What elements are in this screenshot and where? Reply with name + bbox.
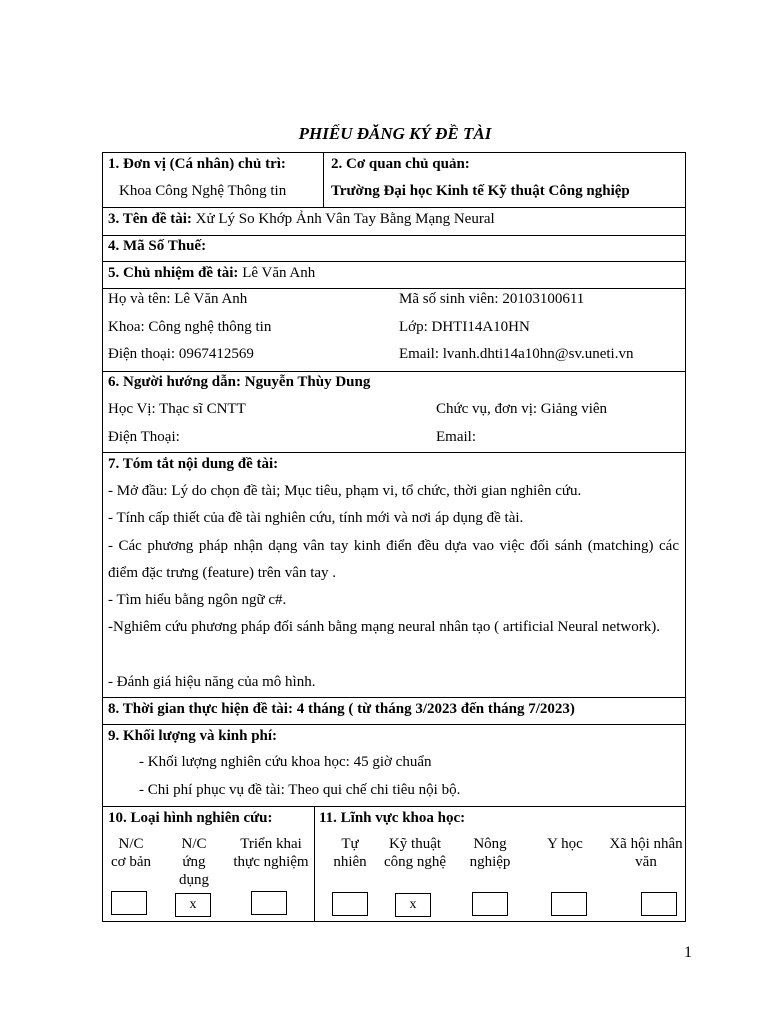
summary-item: -Nghiêm cứu phương pháp đối sánh bằng mạng neural nhân tạo ( artificial Neural network).: [108, 619, 660, 635]
summary-item: - Tính cấp thiết của đề tài nghiên cứu, tính mới và nơi áp dụng đề tài.: [108, 510, 524, 526]
research-type-basic: N/C cơ bản: [111, 836, 151, 870]
research-type-experimental: Triển khai thực nghiệm: [233, 836, 309, 870]
row-divider: [103, 371, 685, 372]
section-3-value: Xử Lý So Khớp Ảnh Vân Tay Bằng Mạng Neural: [195, 211, 495, 227]
row-divider: [103, 806, 685, 807]
row-divider: [103, 207, 685, 208]
row-divider: [103, 697, 685, 698]
leader-class: Lớp: DHTI14A10HN: [399, 319, 530, 335]
section-7-label: 7. Tóm tắt nội dung đề tài:: [108, 456, 279, 472]
section-6-label: 6. Người hướng dẫn:: [108, 374, 241, 390]
row-divider: [103, 235, 685, 236]
field-engineering: Kỹ thuật công nghệ: [383, 836, 447, 870]
row-divider: [103, 261, 685, 262]
leader-email: Email: lvanh.dhti14a10hn@sv.uneti.vn: [399, 346, 634, 362]
advisor-email: Email:: [436, 429, 476, 445]
leader-faculty: Khoa: Công nghệ thông tin: [108, 319, 272, 335]
registration-form: [102, 152, 686, 922]
student-id: Mã số sinh viên: 20103100611: [399, 291, 585, 307]
form-title: PHIẾU ĐĂNG KÝ ĐỀ TÀI: [298, 124, 492, 143]
field-engineering-checkbox[interactable]: x: [395, 893, 431, 917]
field-medicine-checkbox[interactable]: [551, 892, 587, 916]
section-8-label: 8. Thời gian thực hiện đề tài: 4 tháng ( từ tháng 3/2023 đến tháng 7/2023): [108, 701, 575, 717]
section-2-value: Trường Đại học Kinh tế Kỹ thuật Công nghiệp: [331, 183, 630, 199]
summary-item: - Tìm hiểu bằng ngôn ngữ c#.: [108, 592, 287, 608]
research-type-applied-checkbox[interactable]: x: [175, 893, 211, 917]
field-social-humanities: Xã hội nhân văn: [609, 836, 683, 870]
section-10-label: 10. Loại hình nghiên cứu:: [108, 810, 273, 826]
advisor-position: Chức vụ, đơn vị: Giảng viên: [436, 401, 608, 417]
field-agriculture-checkbox[interactable]: [472, 892, 508, 916]
section-5-label: 5. Chủ nhiệm đề tài:: [108, 265, 239, 281]
summary-item: - Mở đầu: Lý do chọn đề tài; Mục tiêu, phạm vi, tổ chức, thời gian nghiên cứu.: [108, 483, 582, 499]
research-type-applied: N/C ứng dụng: [179, 836, 209, 888]
field-agriculture: Nông nghiệp: [469, 836, 511, 870]
field-medicine: Y học: [547, 836, 583, 852]
field-natural-checkbox[interactable]: [332, 892, 368, 916]
section-2-label: 2. Cơ quan chủ quản:: [331, 156, 470, 172]
advisor-phone: Điện Thoại:: [108, 429, 180, 445]
workload-item: - Khối lượng nghiên cứu khoa học: 45 giờ chuẩn: [139, 754, 432, 770]
section-3: [108, 210, 495, 228]
summary-item: - Các phương pháp nhận dạng vân tay kinh điển đều dựa vao việc đối sánh (matching) các điểm đặc trưng (feature) trên vân tay .: [108, 538, 679, 581]
section-6: [108, 373, 370, 391]
section-11-label: 11. Lĩnh vực khoa học:: [319, 810, 466, 826]
summary-item: - Đánh giá hiệu năng của mô hình.: [108, 674, 316, 690]
section-1-label: 1. Đơn vị (Cá nhân) chủ trì:: [108, 156, 286, 172]
field-natural: Tự nhiên: [333, 836, 367, 870]
section-6-value: Nguyễn Thùy Dung: [244, 374, 371, 390]
row-divider: [103, 724, 685, 725]
column-divider: [314, 806, 315, 922]
leader-name: Họ và tên: Lê Văn Anh: [108, 291, 248, 307]
advisor-degree: Học Vị: Thạc sĩ CNTT: [108, 401, 246, 417]
row-divider: [103, 452, 685, 453]
budget-item: - Chi phí phục vụ đề tài: Theo qui chế chi tiêu nội bộ.: [139, 782, 461, 798]
research-type-experimental-checkbox[interactable]: [251, 891, 287, 915]
field-social-humanities-checkbox[interactable]: [641, 892, 677, 916]
section-3-label: 3. Tên đề tài:: [108, 211, 192, 227]
section-5: [108, 264, 315, 282]
section-5-value: Lê Văn Anh: [242, 265, 316, 281]
section-4-label: 4. Mã Số Thuế:: [108, 238, 207, 254]
section-9-label: 9. Khối lượng và kinh phí:: [108, 728, 278, 744]
section-1-value: Khoa Công Nghệ Thông tin: [119, 183, 287, 199]
column-divider: [323, 153, 324, 207]
research-type-basic-checkbox[interactable]: [111, 891, 147, 915]
page-number: 1: [684, 944, 692, 961]
leader-phone: Điện thoại: 0967412569: [108, 346, 254, 362]
row-divider: [103, 288, 685, 289]
